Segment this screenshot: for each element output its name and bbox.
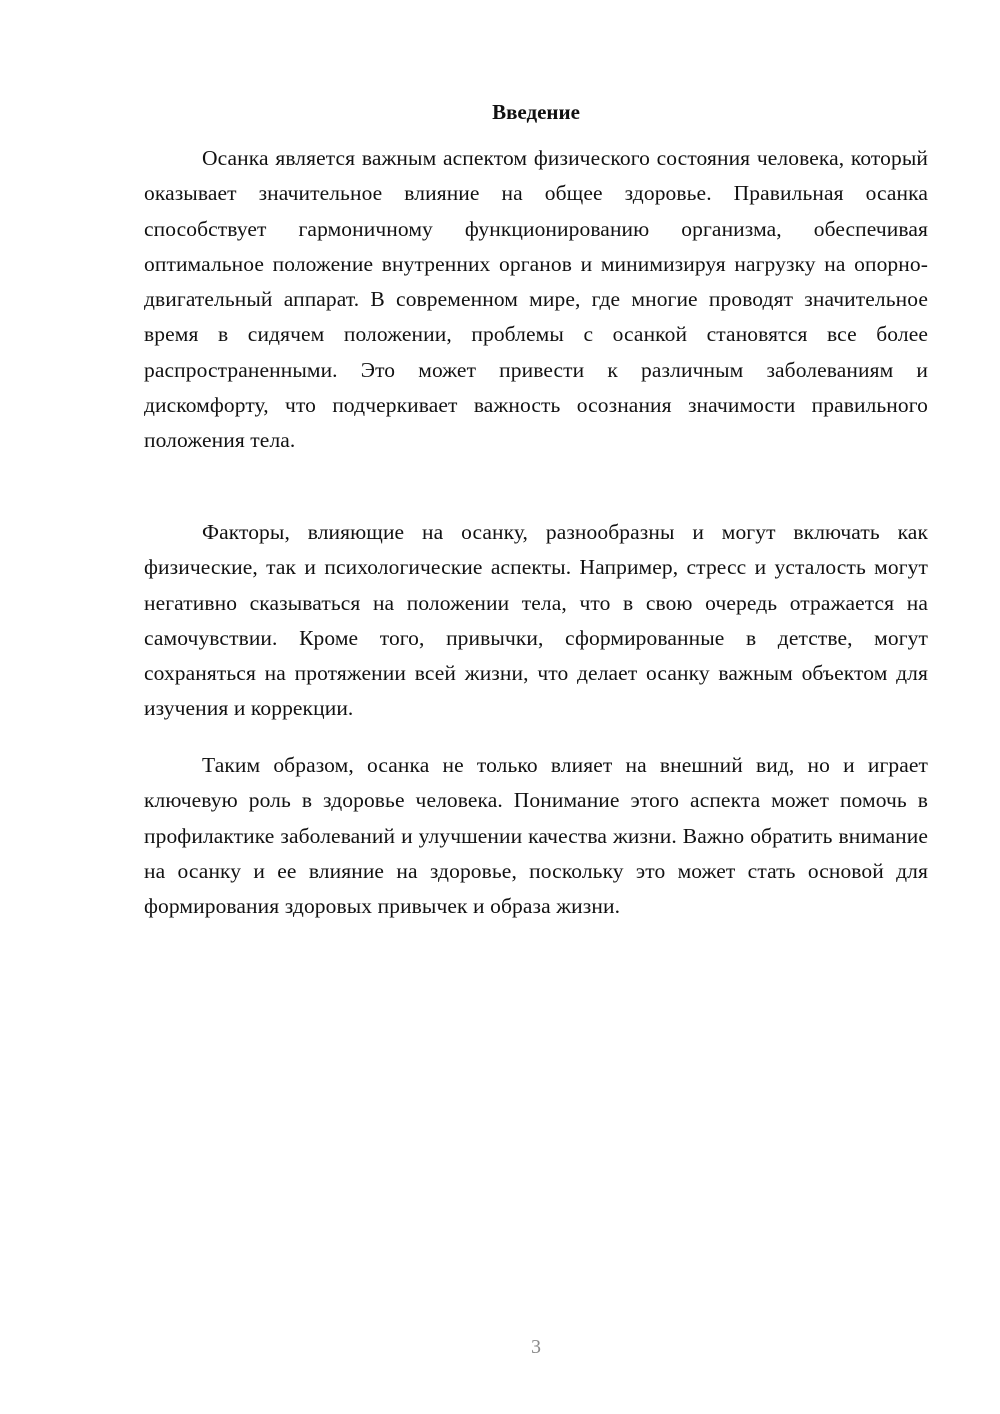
page-number: 3 bbox=[531, 1336, 541, 1358]
paragraph-3: Таким образом, осанка не только влияет на внешний вид, но и играет ключевую роль в здоровье человека. Понимание этого аспекта может помочь в профилактике заболеваний и улучшении качества жизни. Важно обратить внимание на осанку и ее влияние на здоровье, поскольку это может стать основой для формирования здоровых привычек и образа жизни. bbox=[144, 753, 928, 919]
section-title: Введение bbox=[492, 100, 580, 124]
paragraph-2: Факторы, влияющие на осанку, разнообразны и могут включать как физические, так и психологические аспекты. Например, стресс и усталость могут негативно сказываться на положении тела, что в свою очередь отражается на самочувствии. Кроме того, привычки, сформированные в детстве, могут сохраняться на протяжении всей жизни, что делает осанку важным объектом для изучения и коррекции. bbox=[144, 520, 928, 721]
paragraph-1: Осанка является важным аспектом физического состояния человека, который оказывает значительное влияние на общее здоровье. Правильная осанка способствует гармоничному функционированию организма, обеспечивая оптимальное положение внутренних органов и минимизируя нагрузку на опорно-двигательный аппарат. В современном мире, где многие проводят значительное время в сидячем положении, проблемы с осанкой становятся все более распространенными. Это может привести к различным заболеваниям и дискомфорту, что подчеркивает важность осознания значимости правильного положения тела. bbox=[144, 146, 928, 453]
